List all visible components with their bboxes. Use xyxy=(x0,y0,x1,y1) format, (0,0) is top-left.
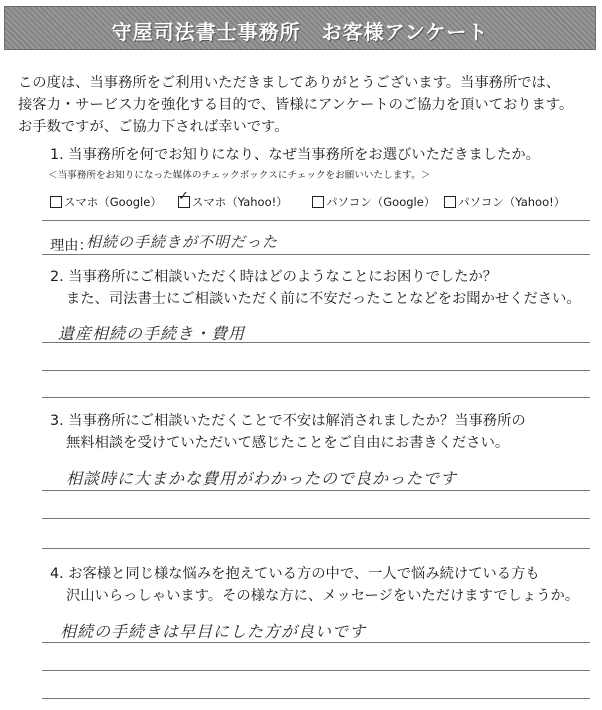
question-1-note: ＜当事務所をお知りになった媒体のチェックボックスにチェックをお願いいたします。＞ xyxy=(48,170,431,181)
intro-line: 接客力・サービス力を強化する目的で、皆様にアンケートのご協力を頂いております。 xyxy=(18,97,574,113)
answer-line xyxy=(42,642,590,643)
checkbox-pc-google[interactable] xyxy=(312,194,435,210)
checkbox-box[interactable] xyxy=(444,196,456,208)
question-1: 1. 当事務所を何でお知りになり、なぜ当事務所をお選びいただきましたか。 xyxy=(50,147,540,163)
answer-line xyxy=(42,397,590,398)
intro-line: この度は、当事務所をご利用いただきましてありがとうございます。当事務所では、 xyxy=(18,75,561,91)
answer-line xyxy=(42,490,590,491)
answer-line xyxy=(42,254,590,255)
title-banner xyxy=(4,6,596,50)
answer-line xyxy=(42,698,590,699)
checkbox-label: パソコン（Google） xyxy=(326,195,436,209)
answer-line xyxy=(42,518,590,519)
checkbox-label: スマホ（Google） xyxy=(64,195,162,209)
question-3-answer[interactable]: 相談時に大まかな費用がわかったので良かったです xyxy=(66,469,458,488)
check-mark-icon: ✓ xyxy=(178,189,189,204)
question-2-answer[interactable]: 遺産相続の手続き・費用 xyxy=(58,324,246,343)
question-4-answer[interactable]: 相続の手続きは早目にした方が良いです xyxy=(60,622,367,641)
question-2-line-1: 2. 当事務所にご相談いただく時はどのようなことにお困りでしたか？ xyxy=(50,269,498,285)
reason-answer[interactable]: 相続の手続きが不明だった xyxy=(86,233,279,251)
media-checkboxes xyxy=(50,189,590,214)
question-2-line-2: また、司法書士にご相談いただく前に不安だったことなどをお聞かせください。 xyxy=(66,291,581,307)
answer-line xyxy=(42,548,590,549)
checkbox-box-checked[interactable] xyxy=(178,189,190,208)
question-3-line-2: 無料相談を受けていただいて感じたことをご自由にお書きください。 xyxy=(66,435,510,451)
answer-line xyxy=(42,370,590,371)
intro-paragraph xyxy=(18,72,593,138)
intro-line: お手数ですが、ご協力下されば幸いです。 xyxy=(18,119,289,135)
answer-line xyxy=(42,220,590,221)
checkbox-label: パソコン（Yahoo!） xyxy=(458,195,566,209)
question-4-line-1: 4. お客様と同じ様な悩みを抱えている方の中で、一人で悩み続けている方も xyxy=(50,566,540,582)
survey-title: 守屋司法書士事務所 お客様アンケート xyxy=(111,20,489,44)
checkbox-box[interactable] xyxy=(50,196,62,208)
checkbox-smartphone-yahoo[interactable] xyxy=(178,189,288,210)
question-4-line-2: 沢山いらっしゃいます。その様な方に、メッセージをいただけますでしょうか。 xyxy=(66,588,580,604)
answer-line xyxy=(42,342,590,343)
checkbox-pc-yahoo[interactable] xyxy=(444,194,565,210)
answer-line xyxy=(42,670,590,671)
question-3-line-1: 3. 当事務所にご相談いただくことで不安は解消されましたか？当事務所の xyxy=(50,413,526,429)
checkbox-box[interactable] xyxy=(312,196,324,208)
checkbox-label: スマホ（Yahoo!） xyxy=(192,195,288,209)
checkbox-smartphone-google[interactable] xyxy=(50,194,162,210)
reason-label: 理由： xyxy=(50,238,93,254)
survey-sheet xyxy=(4,4,596,706)
